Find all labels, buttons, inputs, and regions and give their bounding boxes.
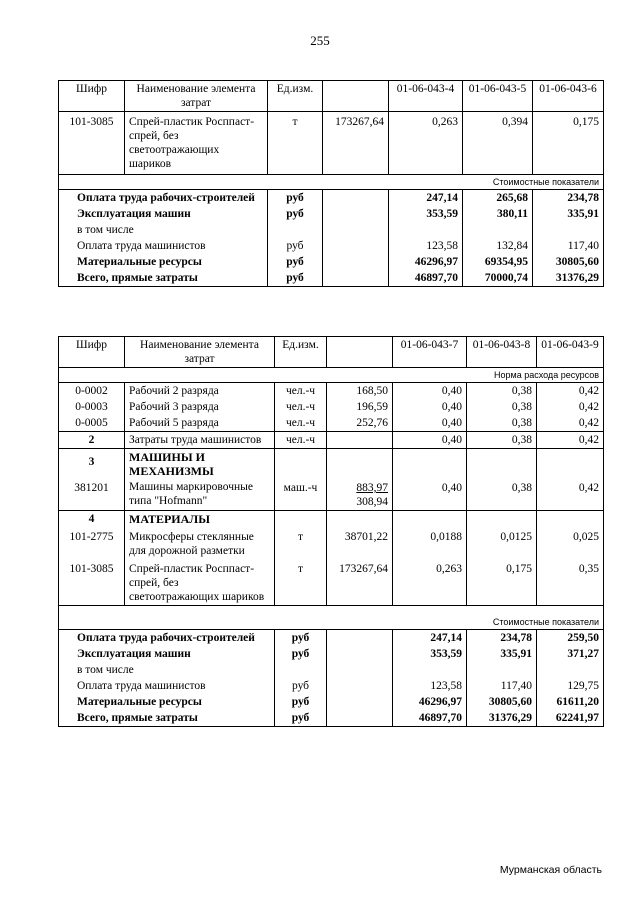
header-col-1: 01-06-043-7	[393, 337, 467, 368]
row-value: 0,0125	[467, 527, 537, 559]
row-value: 0,38	[467, 415, 537, 432]
header-unit: Ед.изм.	[275, 337, 327, 368]
row-value: 0,40	[393, 399, 467, 415]
cost-row	[59, 694, 604, 710]
row-code: 0-0003	[59, 399, 125, 415]
cost-row-value: 353,59	[389, 206, 463, 222]
header-col-2: 01-06-043-8	[467, 337, 537, 368]
header-unit: Ед.изм.	[268, 81, 323, 112]
price-secondary: 308,94	[356, 496, 388, 508]
cost-row-value: 247,14	[389, 190, 463, 207]
row-value-2: 0,38	[467, 432, 537, 449]
cost-row-value: 31376,29	[533, 270, 604, 287]
cost-row	[59, 270, 604, 287]
cost-row-value: 46296,97	[389, 254, 463, 270]
table-row	[59, 112, 604, 175]
row-code: 0-0005	[59, 415, 125, 432]
row-code: 381201	[59, 479, 125, 511]
cost-row-unit: руб	[275, 710, 327, 727]
row-unit: маш.-ч	[275, 479, 327, 511]
row-price: 168,50	[327, 383, 393, 400]
row-unit: т	[275, 559, 327, 606]
row-code: 0-0002	[59, 383, 125, 400]
cost-row-blank	[323, 254, 389, 270]
cost-row-name: в том числе	[59, 662, 275, 678]
row-value: 0,263	[393, 559, 467, 606]
row-unit: т	[275, 527, 327, 559]
cost-row-unit: руб	[268, 238, 323, 254]
cost-row	[59, 710, 604, 727]
row-price: 173267,64	[323, 112, 389, 175]
norm-banner: Норма расхода ресурсов	[59, 368, 604, 383]
cost-row-value: 30805,60	[533, 254, 604, 270]
price-primary: 883,97	[356, 482, 388, 494]
cost-row-name: Эксплуатация машин	[59, 646, 275, 662]
cost-row-unit	[275, 662, 327, 678]
row-code: 2	[59, 432, 125, 449]
cost-row	[59, 630, 604, 647]
cost-row-unit: руб	[275, 694, 327, 710]
cost-row-unit: руб	[275, 678, 327, 694]
row-price: 38701,22	[327, 527, 393, 559]
cost-row-value: 46897,70	[389, 270, 463, 287]
cost-row-value: 46296,97	[393, 694, 467, 710]
header-col-2: 01-06-043-5	[463, 81, 533, 112]
cost-row-unit	[268, 222, 323, 238]
table-row	[59, 399, 604, 415]
row-name: Рабочий 5 разряда	[125, 415, 275, 432]
row-value-1: 0,40	[393, 479, 467, 511]
cost-row-value: 61611,20	[537, 694, 604, 710]
row-name: Микросферы стеклянные для дорожной разметки	[125, 527, 275, 559]
row-value: 0,42	[537, 415, 604, 432]
banner-row	[59, 606, 604, 630]
cost-row-blank	[323, 206, 389, 222]
cost-row-blank	[327, 694, 393, 710]
cost-row-value	[463, 222, 533, 238]
header-code: Шифр	[59, 81, 125, 112]
cost-row-name: Оплата труда рабочих-строителей	[59, 630, 275, 647]
cost-row	[59, 206, 604, 222]
cost-row-value: 123,58	[389, 238, 463, 254]
footer-region: Мурманская область	[499, 864, 602, 876]
cost-banner: Стоимостные показатели	[59, 175, 604, 190]
row-price: 252,76	[327, 415, 393, 432]
row-value: 0,025	[537, 527, 604, 559]
cost-row-name: Оплата труда машинистов	[59, 238, 268, 254]
page-number: 255	[310, 33, 330, 48]
cost-row-value: 70000,74	[463, 270, 533, 287]
row-value: 0,175	[467, 559, 537, 606]
cost-row	[59, 646, 604, 662]
cost-row-unit: руб	[268, 254, 323, 270]
row-value: 0,42	[537, 383, 604, 400]
section-code: 3	[59, 449, 125, 480]
cost-row-value: 30805,60	[467, 694, 537, 710]
row-value-1: 0,40	[393, 432, 467, 449]
row-unit: чел.-ч	[275, 432, 327, 449]
cost-row-blank	[327, 662, 393, 678]
cost-row-name: Оплата труда машинистов	[59, 678, 275, 694]
cost-row-value: 123,58	[393, 678, 467, 694]
row-value: 0,38	[467, 383, 537, 400]
cost-row-unit: руб	[275, 630, 327, 647]
row-unit: чел.-ч	[275, 399, 327, 415]
cost-row-value: 234,78	[533, 190, 604, 207]
header-col-3: 01-06-043-9	[537, 337, 604, 368]
table-row	[59, 415, 604, 432]
row-price	[327, 479, 393, 511]
row-name: Затраты труда машинистов	[125, 432, 275, 449]
header-price	[323, 81, 389, 112]
cost-row-value: 31376,29	[467, 710, 537, 727]
row-value-3: 0,175	[533, 112, 604, 175]
row-value: 0,38	[467, 399, 537, 415]
cost-row-value	[537, 662, 604, 678]
row-code: 101-2775	[59, 527, 125, 559]
cost-row-value	[533, 222, 604, 238]
header-col-3: 01-06-043-6	[533, 81, 604, 112]
cost-row-blank	[327, 630, 393, 647]
table-row	[59, 432, 604, 449]
cost-row-name: Оплата труда рабочих-строителей	[59, 190, 268, 207]
cost-row-value: 234,78	[467, 630, 537, 647]
estimate-table-1	[58, 80, 604, 287]
cost-row-name: в том числе	[59, 222, 268, 238]
row-price: 173267,64	[327, 559, 393, 606]
section-row	[59, 449, 604, 480]
cost-row-blank	[323, 190, 389, 207]
row-value: 0,35	[537, 559, 604, 606]
material-rows	[59, 527, 604, 606]
cost-row-value: 46897,70	[393, 710, 467, 727]
row-value: 0,42	[537, 399, 604, 415]
banner-row	[59, 368, 604, 383]
cost-row-blank	[327, 678, 393, 694]
cost-row-value: 380,11	[463, 206, 533, 222]
row-value-2: 0,38	[467, 479, 537, 511]
row-unit: чел.-ч	[275, 383, 327, 400]
cost-row-blank	[323, 238, 389, 254]
cost-row	[59, 238, 604, 254]
table-row	[59, 479, 604, 511]
table-header-row	[59, 81, 604, 112]
section-title: МАШИНЫ И МЕХАНИЗМЫ	[125, 449, 275, 480]
section-row	[59, 511, 604, 528]
header-price	[327, 337, 393, 368]
estimate-table-2	[58, 336, 604, 727]
cost-row-value: 117,40	[467, 678, 537, 694]
cost-row-blank	[327, 710, 393, 727]
cost-row-value: 132,84	[463, 238, 533, 254]
cost-row-value	[393, 662, 467, 678]
table-row	[59, 383, 604, 400]
cost-row	[59, 190, 604, 207]
table-header-row	[59, 337, 604, 368]
row-value-1: 0,263	[389, 112, 463, 175]
cost-row-value: 353,59	[393, 646, 467, 662]
cost-row-value: 335,91	[467, 646, 537, 662]
cost-row-value: 259,50	[537, 630, 604, 647]
cost-row-unit: руб	[268, 206, 323, 222]
row-name: Спрей-пластик Росппаст-спрей, без светоотражающих шариков	[125, 112, 268, 175]
cost-row	[59, 662, 604, 678]
table-row	[59, 527, 604, 559]
row-code: 101-3085	[59, 559, 125, 606]
row-price: 196,59	[327, 399, 393, 415]
cost-row-name: Материальные ресурсы	[59, 694, 275, 710]
row-name: Машины маркировочные типа "Hofmann"	[125, 479, 275, 511]
cost-row-value: 117,40	[533, 238, 604, 254]
cost-row-name: Материальные ресурсы	[59, 254, 268, 270]
section-title: МАТЕРИАЛЫ	[125, 511, 275, 528]
header-name: Наименование элемента затрат	[125, 337, 275, 368]
row-price	[327, 432, 393, 449]
row-value: 0,0188	[393, 527, 467, 559]
cost-rows-1	[59, 190, 604, 287]
row-name: Рабочий 2 разряда	[125, 383, 275, 400]
banner-row	[59, 175, 604, 190]
header-code: Шифр	[59, 337, 125, 368]
cost-row	[59, 678, 604, 694]
row-value: 0,40	[393, 415, 467, 432]
cost-row-value: 69354,95	[463, 254, 533, 270]
cost-row-unit: руб	[275, 646, 327, 662]
cost-row-value: 371,27	[537, 646, 604, 662]
cost-banner: Стоимостные показатели	[59, 606, 604, 630]
cost-row-value: 335,91	[533, 206, 604, 222]
row-value-3: 0,42	[537, 479, 604, 511]
cost-row-unit: руб	[268, 270, 323, 287]
row-name: Спрей-пластик Росппаст-спрей, без светоотражающих шариков	[125, 559, 275, 606]
cost-row-blank	[323, 270, 389, 287]
row-code: 101-3085	[59, 112, 125, 175]
cost-row-value: 62241,97	[537, 710, 604, 727]
cost-row-blank	[327, 646, 393, 662]
row-name: Рабочий 3 разряда	[125, 399, 275, 415]
cost-row-name: Всего, прямые затраты	[59, 270, 268, 287]
cost-row-value: 129,75	[537, 678, 604, 694]
cost-rows-2	[59, 630, 604, 727]
header-col-1: 01-06-043-4	[389, 81, 463, 112]
cost-row	[59, 254, 604, 270]
cost-row-name: Всего, прямые затраты	[59, 710, 275, 727]
row-unit: чел.-ч	[275, 415, 327, 432]
header-name: Наименование элемента затрат	[125, 81, 268, 112]
worker-rows	[59, 383, 604, 432]
row-value-3: 0,42	[537, 432, 604, 449]
cost-row	[59, 222, 604, 238]
table-row	[59, 559, 604, 606]
section-code: 4	[59, 511, 125, 528]
cost-row-blank	[323, 222, 389, 238]
cost-row-value: 247,14	[393, 630, 467, 647]
cost-row-value	[467, 662, 537, 678]
row-value: 0,40	[393, 383, 467, 400]
row-value-2: 0,394	[463, 112, 533, 175]
cost-row-value: 265,68	[463, 190, 533, 207]
cost-row-value	[389, 222, 463, 238]
cost-row-name: Эксплуатация машин	[59, 206, 268, 222]
row-unit: т	[268, 112, 323, 175]
cost-row-unit: руб	[268, 190, 323, 207]
